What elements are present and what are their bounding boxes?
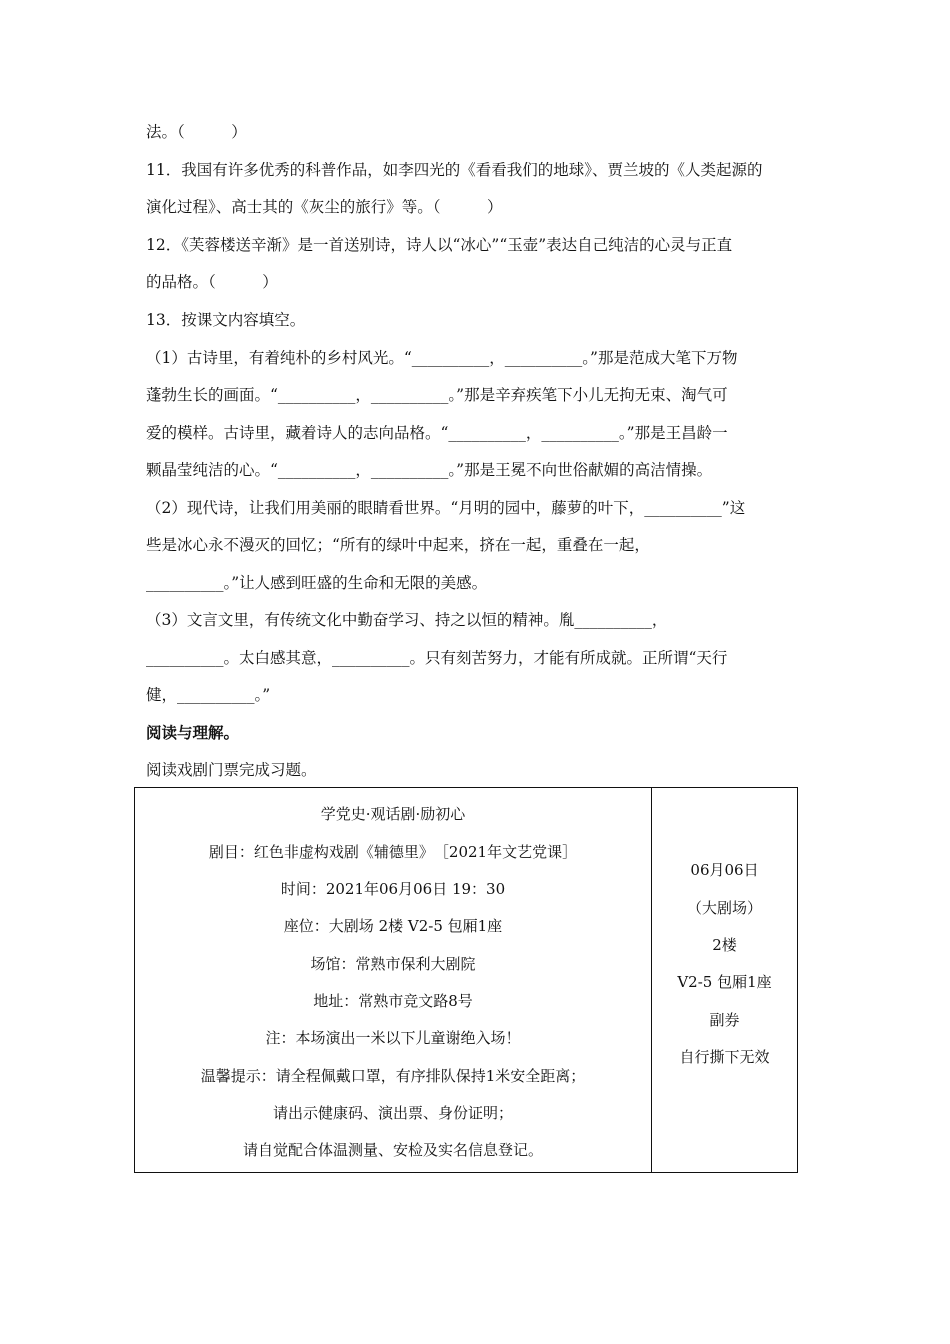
q13-part2-line-3: __________。”让人感到旺盛的生命和无限的美感。 [146,574,488,592]
q13-part1-line-4: 颗晶莹纯洁的心。“__________，__________。”那是王冕不向世俗献媚的高洁情操。 [146,461,713,479]
q13-part1-line-3: 爱的模样。古诗里，藏着诗人的志向品格。“__________，__________。”那是王昌龄一 [146,424,728,442]
ticket-tip-1: 温馨提示：请全程佩戴口罩，有序排队保持1米安全距离； [200,1067,586,1085]
ticket-tip-3: 请自觉配合体温测量、安检及实名信息登记。 [242,1141,543,1159]
q13-part3-line-2: __________。太白感其意，__________。只有刻苦努力，才能有所成就。正所谓“天行 [146,649,728,667]
q13-part1-line-2: 蓬勃生长的画面。“__________，__________。”那是辛弃疾笔下小儿无拘无束、淘气可 [146,386,728,404]
q13-part2-line-2: 些是冰心永不漫灭的回忆；“所有的绿叶中起来，挤在一起，重叠在一起， [146,536,650,554]
section-title: 阅读与理解。 [146,724,240,742]
q12-line-2: 的品格。（ ） [146,273,278,291]
q11-line-2: 演化过程》、高士其的《灰尘的旅行》等。（ ） [146,198,503,216]
ticket-venue: 场馆：常熟市保利大剧院 [310,955,476,973]
q13-part3-line-1: （3）文言文里，有传统文化中勤奋学习、持之以恒的精神。胤__________， [146,611,668,629]
stub-date: 06月06日 [690,861,759,879]
stub-seat: V2-5 包厢1座 [677,973,772,991]
q13-part1-line-1: （1）古诗里，有着纯朴的乡村风光。“__________，__________。”那是范成大笔下万物 [146,349,738,367]
q13-part3-line-3: 健，__________。” [146,686,271,704]
ticket-seat: 座位：大剧场 2楼 V2-5 包厢1座 [283,917,503,935]
stub-floor: 2楼 [712,936,737,954]
q13-part2-line-1: （2）现代诗，让我们用美丽的眼睛看世界。“月明的园中，藤萝的叶下，__________”这 [146,499,746,517]
ticket-note: 注：本场演出一米以下儿童谢绝入场！ [265,1029,521,1047]
stub-label: 副券 [709,1011,740,1029]
q13-heading: 13．按课文内容填空。 [146,311,306,329]
q12-line-1: 12．《芙蓉楼送辛渐》是一首送别诗，诗人以“冰心”“玉壶”表达自己纯洁的心灵与正直 [146,236,733,254]
q10-end-line: 法。（ ） [146,123,247,141]
ticket-slogan: 学党史·观话剧·励初心 [320,805,466,823]
ticket-tip-2: 请出示健康码、演出票、身份证明； [272,1104,513,1122]
ticket-play: 剧目：红色非虚构戏剧《辅德里》 ［2021年文艺党课］ [208,843,578,861]
drama-ticket [134,787,798,1173]
ticket-address: 地址：常熟市竞文路8号 [313,992,473,1010]
q11-line-1: 11．我国有许多优秀的科普作品，如李四光的《看看我们的地球》、贾兰坡的《人类起源的 [146,161,763,179]
ticket-time: 时间：2021年06月06日 19：30 [280,880,506,898]
stub-hall: （大剧场） [686,899,762,917]
stub-note: 自行撕下无效 [679,1048,770,1066]
reading-instruction: 阅读戏剧门票完成习题。 [146,761,317,779]
